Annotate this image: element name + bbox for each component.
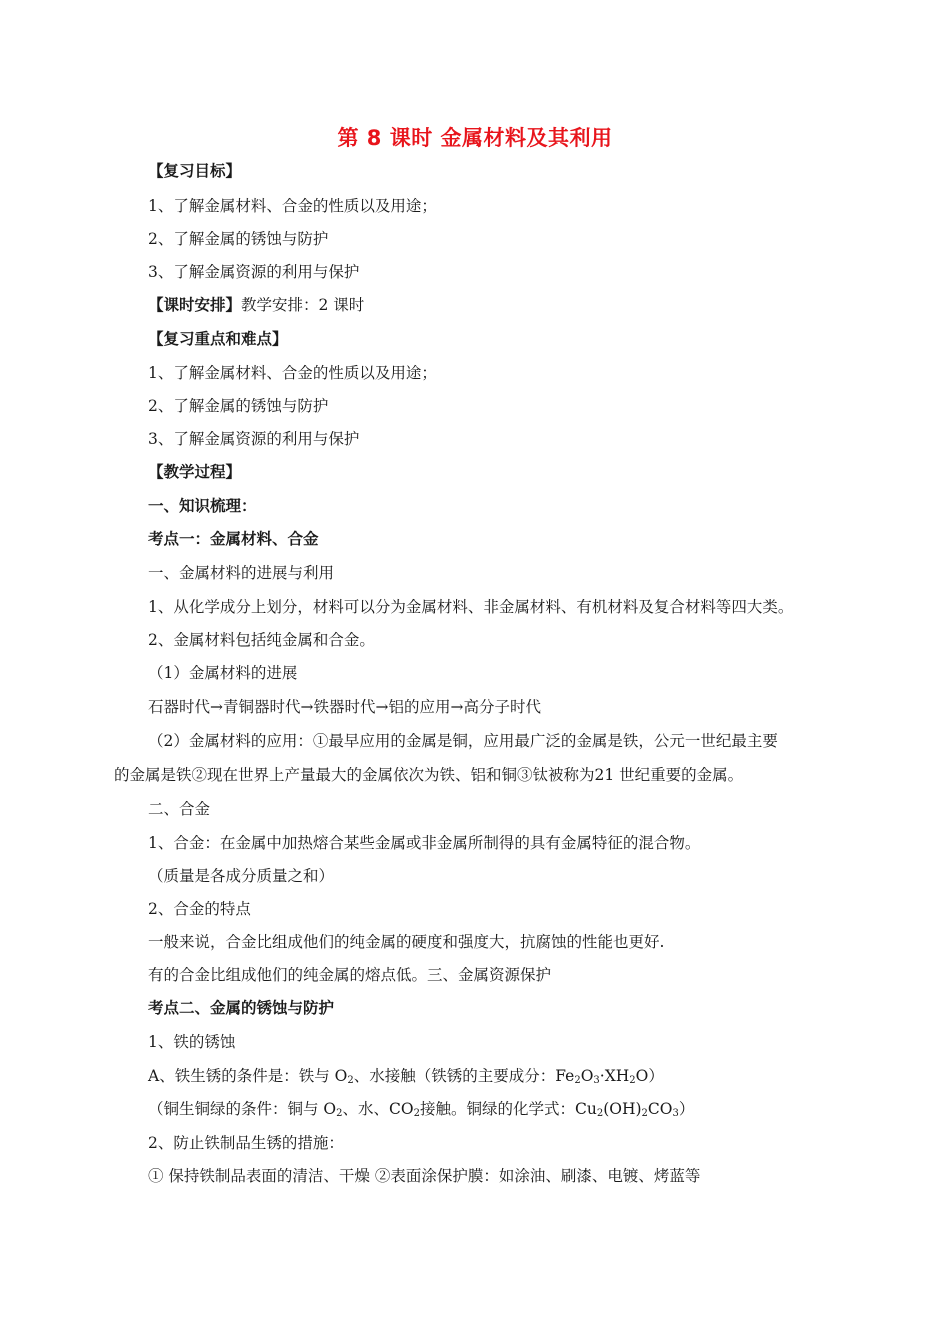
section-knowledge: 一、知识梳理： [148, 497, 257, 515]
key-point-item: 3、了解金属资源的利用与保护 [148, 430, 360, 448]
point-two-heading: 考点二、金属的锈蚀与防护 [148, 999, 335, 1017]
paragraph: 1、铁的锈蚀 [148, 1033, 236, 1051]
paragraph: 一般来说，合金比组成他们的纯金属的硬度和强度大，抗腐蚀的性能也更好. [148, 933, 665, 951]
paragraph: 2、合金的特点 [148, 900, 251, 918]
paragraph: （质量是各成分质量之和） [148, 867, 335, 885]
review-goal-item: 2、了解金属的锈蚀与防护 [148, 230, 329, 248]
review-goal-item: 1、了解金属材料、合金的性质以及用途； [148, 197, 437, 215]
paragraph: （1）金属材料的进展 [148, 664, 298, 682]
page-title: 第 8 课时 金属材料及其利用 [337, 126, 613, 150]
process-heading: 【教学过程】 [148, 463, 242, 481]
paragraph: 1、合金：在金属中加热熔合某些金属或非金属所制得的具有金属特征的混合物。 [148, 834, 701, 852]
paragraph: 1、从化学成分上划分，材料可以分为金属材料、非金属材料、有机材料及复合材料等四大类。 [148, 598, 794, 616]
review-goal-item: 3、了解金属资源的利用与保护 [148, 263, 360, 281]
schedule-heading: 【课时安排】 [148, 296, 242, 314]
paragraph: 的金属是铁②现在世界上产量最大的金属依次为铁、铝和铜③钛被称为21 世纪重要的金属。 [114, 766, 744, 784]
schedule-line [148, 295, 364, 315]
key-point-item: 1、了解金属材料、合金的性质以及用途； [148, 364, 437, 382]
paragraph: （2）金属材料的应用：①最早应用的金属是铜，应用最广泛的金属是铁，公元一世纪最主要 [148, 732, 778, 750]
paragraph: 2、金属材料包括纯金属和合金。 [148, 631, 375, 649]
subheading: 一、金属材料的进展与利用 [148, 564, 335, 582]
paragraph: ① 保持铁制品表面的清洁、干燥 ②表面涂保护膜：如涂油、刷漆、电镀、烤蓝等 [148, 1167, 701, 1185]
paragraph: 有的合金比组成他们的纯金属的熔点低。三、金属资源保护 [148, 966, 552, 984]
key-points-heading: 【复习重点和难点】 [148, 330, 288, 348]
subheading: 二、合金 [148, 800, 211, 818]
point-one-heading: 考点一：金属材料、合金 [148, 530, 319, 548]
review-goals-heading: 【复习目标】 [148, 162, 242, 180]
key-point-item: 2、了解金属的锈蚀与防护 [148, 397, 329, 415]
rust-condition-line: A、铁生锈的条件是：铁与 $O_2$、水接触（铁锈的主要成分：$Fe_2O_3\cdot XH_2O$） [148, 1067, 664, 1086]
schedule-text: 教学安排：2 课时 [241, 296, 365, 314]
paragraph: 石器时代→青铜器时代→铁器时代→铝的应用→高分子时代 [148, 698, 541, 716]
copper-patina-line: （铜生铜绿的条件：铜与 $O_2$、水、$CO_2$接触。铜绿的化学式：$Cu_2(OH)_2CO_3$） [148, 1100, 695, 1119]
paragraph: 2、防止铁制品生锈的措施： [148, 1134, 344, 1152]
